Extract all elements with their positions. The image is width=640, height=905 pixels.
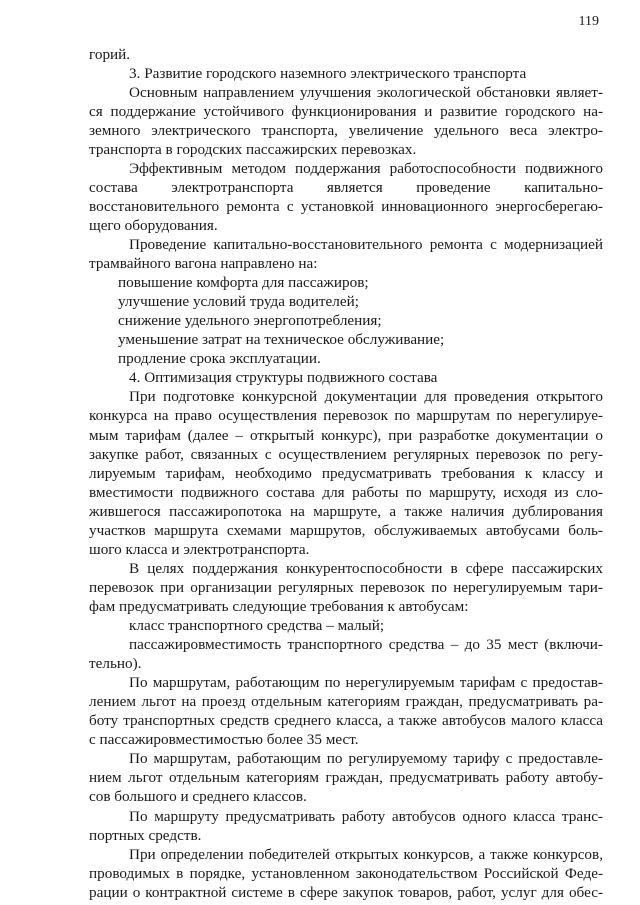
text-line: пассажировместимость транспортного средства – до 35 мест (включи- (129, 636, 603, 654)
text-line: трамвайного вагона направлено на: (89, 255, 318, 273)
text-line: По маршрутам, работающим по регулируемому тарифу с предоставле- (129, 750, 603, 768)
text-line: закупке работ, связанных с осуществлением регулярных перевозок по регу- (89, 445, 603, 463)
text-line: нием льгот отдельным категориям граждан, предусматривать работу автобу- (89, 769, 603, 787)
text-line: повышение комфорта для пассажиров; (118, 274, 369, 292)
text-line: Проведение капитально-восстановительного ремонта с модернизацией (129, 236, 603, 253)
text-line: продление срока эксплуатации. (118, 350, 321, 368)
text-line: участков маршрута схемами маршрутов, обслуживаемых автобусами боль- (89, 521, 603, 539)
text-line: 3. Развитие городского наземного электрического транспорта (129, 64, 527, 82)
page-number: 119 (578, 14, 599, 29)
text-line: фам предусматривать следующие требования к автобусам: (89, 597, 469, 615)
text-line: вместимости подвижного состава для работы по маршруту, исходя из сло- (89, 483, 603, 501)
text-line: тельно). (89, 655, 142, 673)
text-line: боту транспортных средств среднего класса, а также автобусов малого класса (89, 712, 603, 730)
text-line: Основным направлением улучшения экологической обстановки являет- (129, 83, 603, 101)
text-line: лируемым тарифам, необходимо предусматривать требования к классу и (89, 464, 603, 482)
text-line: жившегося пассажиропотока на маршруте, а также наличия дублирования (89, 502, 603, 520)
text-line: рации о контрактной системе в сфере закупок товаров, работ, услуг для обес- (89, 883, 603, 901)
text-line: шого класса и электротранспорта. (89, 540, 310, 558)
text-line: Эффективным методом поддержания работоспособности подвижного (129, 159, 603, 177)
text-line: портных средств. (89, 826, 202, 844)
text-line: сов большого и среднего классов. (89, 788, 307, 806)
text-line: восстановительного ремонта с установкой инновационного энергосберегаю- (89, 197, 603, 215)
text-line: горий. (89, 45, 131, 63)
text-line: земного электрического транспорта, увеличение удельного веса электро- (89, 121, 603, 139)
text-line: класс транспортного средства – малый; (129, 617, 385, 634)
text-line: ся поддержание устойчивого функционирования и развитие городского на- (89, 102, 603, 120)
text-line: с пассажировместимостью более 35 мест. (89, 731, 359, 749)
text-line: уменьшение затрат на техническое обслуживание; (118, 331, 445, 349)
text-line: При подготовке конкурсной документации для проведения открытого (129, 388, 603, 406)
text-line: проводимых в порядке, установленном законодательством Российской Феде- (89, 864, 603, 882)
text-line: конкурса на право осуществления перевозок по маршрутам по нерегулируе- (89, 407, 603, 425)
text-line: 4. Оптимизация структуры подвижного состава (129, 369, 438, 387)
text-line: По маршруту предусматривать работу автобусов одного класса транс- (129, 807, 603, 825)
text-line: щего оборудования. (89, 216, 218, 234)
text-line: мым тарифам (далее – открытый конкурс), при разработке документации о (89, 426, 603, 444)
text-line: транспорта в городских пассажирских перевозках. (89, 140, 417, 158)
text-line: лением льгот на проезд отдельным категориям граждан, предусматривать ра- (89, 693, 603, 711)
text-line: перевозок при организации регулярных перевозок по нерегулируемым тари- (89, 578, 603, 596)
text-line: По маршрутам, работающим по нерегулируемым тарифам с предостав- (129, 674, 603, 692)
text-line: снижение удельного энергопотребления; (118, 312, 382, 330)
text-line: В целях поддержания конкурентоспособности в сфере пассажирских (129, 559, 603, 577)
text-line: улучшение условий труда водителей; (118, 293, 359, 311)
text-line: состава электротранспорта является проведение капитально- (89, 178, 603, 196)
text-line: При определении победителей открытых конкурсов, а также конкурсов, (129, 845, 603, 863)
